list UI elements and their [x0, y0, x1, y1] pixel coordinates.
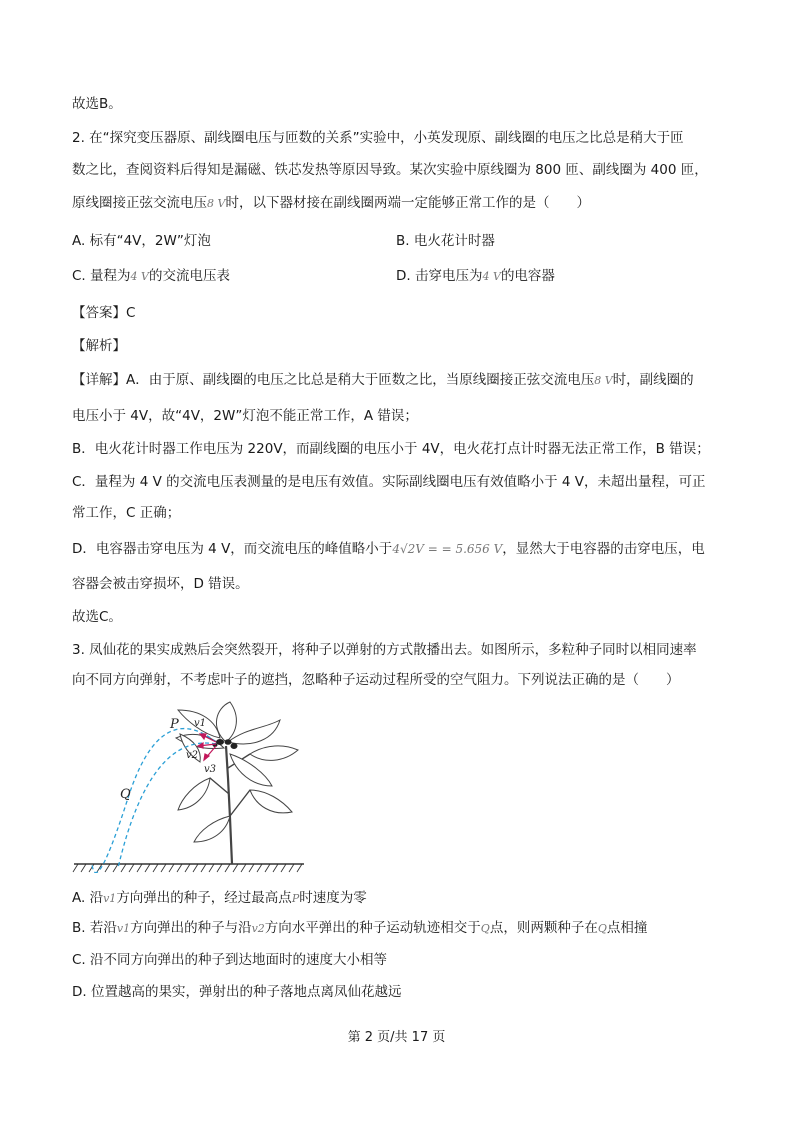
q2-option-c-b: 的交流电压表 — [148, 268, 230, 284]
q2-option-a: A. 标有“4V，2W”灯泡 — [72, 233, 211, 249]
q2-option-d-b: 的电容器 — [500, 268, 555, 284]
answer-tag: 【答案】 — [72, 305, 126, 321]
analysis-line4: C．量程为 4 V 的交流电压表测量的是电压有效值。实际副线圈电压有效值略小于 4 V，未超出量程，可正 — [72, 474, 706, 490]
q3-option-b-2: 方向弹出的种子与沿 — [130, 920, 252, 936]
analysis-line5: 常工作，C 正确； — [72, 505, 181, 521]
q3-option-b-1: B. 若沿 — [72, 920, 117, 936]
symbol-v2: v2 — [251, 922, 265, 935]
analysis-line7: 容器会被击穿损坏，D 错误。 — [72, 576, 249, 592]
q3-option-d: D. 位置越高的果实，弹射出的种子落地点离凤仙花越远 — [72, 984, 402, 1000]
q3-option-a-3: 时速度为零 — [299, 890, 367, 906]
q3-option-b — [72, 918, 647, 939]
analysis-line2: 电压小于 4V，故“4V，2W”灯泡不能正常工作，A 错误； — [72, 408, 418, 424]
q2-stem-line1: 2. 在“探究变压器原、副线圈电压与匝数的关系”实验中，小英发现原、副线圈的电压之比总是稍大于匝 — [72, 130, 684, 146]
analysis-tag: 【解析】 — [72, 338, 126, 354]
q1-conclusion: 故选B。 — [72, 96, 122, 112]
q2-stem-line3-a: 原线圈接正弦交流电压 — [72, 195, 207, 211]
answer-line — [72, 303, 135, 323]
symbol-8v-2: 8 V — [594, 374, 613, 387]
symbol-4v: 4 V — [130, 270, 149, 283]
symbol-8v: 8 V — [207, 197, 226, 210]
q3-option-b-4: 点，则两颗种子在 — [489, 920, 598, 936]
analysis-line1-b: 时，副线圈的 — [612, 372, 694, 388]
symbol-4v-d: 4 V — [482, 270, 501, 283]
plant-stem — [226, 746, 232, 864]
q3-option-a — [72, 888, 367, 909]
label-v1: v1 — [194, 718, 207, 729]
symbol-P: P — [291, 892, 300, 905]
label-v3: v3 — [204, 764, 217, 775]
analysis-line6 — [72, 539, 705, 559]
label-Q: Q — [120, 787, 131, 802]
q3-stem-line1: 3. 凤仙花的果实成熟后会突然裂开，将种子以弹射的方式散播出去。如图所示，多粒种子同时以相同速率 — [72, 642, 697, 658]
analysis-line6-b: ，显然大于电容器的击穿电压，电 — [502, 541, 705, 557]
q2-conclusion: 故选C。 — [72, 609, 122, 625]
q2-stem-line3-b: 时，以下器材接在副线圈两端一定能够正常工作的是（ ） — [225, 195, 590, 211]
q2-option-c-a: C. 量程为 — [72, 268, 131, 284]
symbol-v1: v1 — [103, 892, 117, 905]
answer-value: C — [126, 305, 136, 321]
analysis-line1 — [72, 370, 694, 391]
q3-option-c: C. 沿不同方向弹出的种子到达地面时的速度大小相等 — [72, 952, 388, 968]
label-P: P — [170, 717, 179, 732]
analysis-line1-a: 【详解】A．由于原、副线圈的电压之比总是稍大于匝数之比，当原线圈接正弦交流电压 — [72, 372, 595, 388]
q2-stem-line2: 数之比，查阅资料后得知是漏磁、铁芯发热等原因导致。某次实验中原线圈为 800 匝、副线圈为 400 匝， — [72, 162, 708, 178]
q3-option-a-2: 方向弹出的种子，经过最高点 — [116, 890, 292, 906]
analysis-line3: B．电火花计时器工作电压为 220V，而副线圈的电压小于 4V，电火花打点计时器无法正常工作，B 错误； — [72, 441, 710, 457]
q3-option-b-5: 点相撞 — [606, 920, 648, 936]
q3-option-b-3: 方向水平弹出的种子运动轨迹相交于 — [264, 920, 481, 936]
analysis-line6-a: D．电容器击穿电压为 4 V，而交流电压的峰值略小于 — [72, 541, 393, 557]
q2-option-b: B. 电火花计时器 — [396, 233, 495, 249]
ground — [73, 864, 304, 872]
q2-stem-line3 — [72, 193, 590, 214]
q3-option-a-1: A. 沿 — [72, 890, 104, 906]
q2-option-d — [396, 266, 555, 287]
label-v2: v2 — [186, 750, 199, 761]
symbol-v1-b: v1 — [116, 922, 131, 935]
q3-stem-line2: 向不同方向弹射，不考虑叶子的遮挡，忽略种子运动过程所受的空气阻力。下列说法正确的是（ ） — [72, 672, 680, 688]
page-footer: 第 2 页/共 17 页 — [347, 1030, 446, 1045]
formula-peak-voltage: 4√2V = = 5.656 V — [392, 542, 503, 556]
symbol-Q-2: Q — [597, 922, 607, 935]
symbol-Q: Q — [480, 922, 490, 935]
q2-option-d-a: D. 击穿电压为 — [396, 268, 483, 284]
q2-option-c — [72, 266, 230, 287]
plant-figure — [70, 698, 310, 873]
